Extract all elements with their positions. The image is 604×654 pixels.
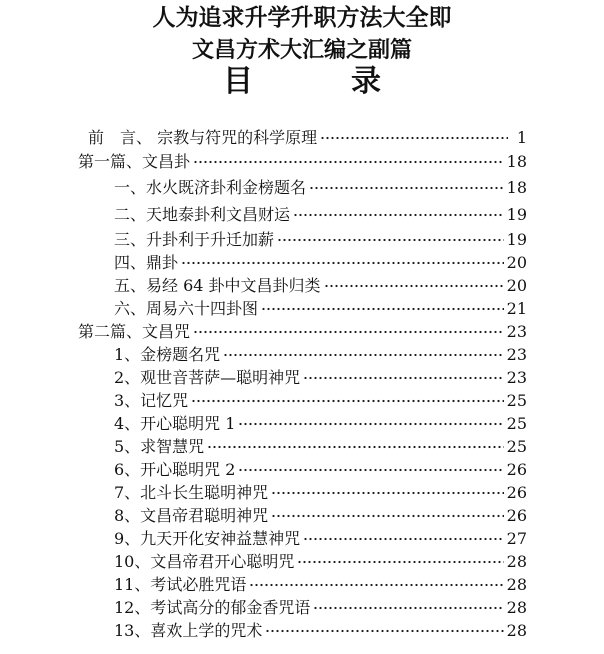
toc-heading-char: 录 bbox=[351, 64, 381, 99]
toc-entry bbox=[0, 550, 527, 573]
toc-entry-title: 12、考试高分的郁金香咒语 bbox=[114, 597, 311, 617]
toc-section bbox=[0, 320, 527, 343]
toc-entry-page: 19 bbox=[506, 204, 527, 224]
dot-leader bbox=[297, 557, 503, 567]
dot-leader bbox=[265, 626, 503, 636]
dot-leader bbox=[207, 442, 503, 452]
toc-entry bbox=[0, 435, 527, 458]
toc-entry-title: 五、易经 64 卦中文昌卦归类 bbox=[114, 275, 321, 295]
dot-leader bbox=[181, 258, 504, 268]
dot-leader bbox=[238, 419, 503, 429]
dot-leader bbox=[271, 488, 503, 498]
dot-leader bbox=[277, 235, 504, 245]
toc-entry-page: 18 bbox=[506, 152, 527, 171]
dot-leader bbox=[293, 210, 504, 220]
toc-entry bbox=[0, 458, 527, 481]
toc-entry-title: 11、考试必胜咒语 bbox=[114, 574, 247, 594]
toc-entry-title: 2、观世音菩萨—聪明神咒 bbox=[114, 367, 301, 387]
dot-leader bbox=[271, 511, 503, 521]
toc-entry-title: 六、周易六十四卦图 bbox=[114, 298, 259, 318]
toc-entry bbox=[0, 201, 527, 228]
document-title-line-1: 人为追求升学升职方法大全即 bbox=[152, 4, 452, 31]
toc-entry-page: 20 bbox=[506, 252, 527, 272]
toc-entry bbox=[0, 174, 527, 201]
toc-entry-title: 10、文昌帝君开心聪明咒 bbox=[114, 551, 295, 571]
toc-entry-page: 18 bbox=[506, 177, 527, 197]
toc-heading bbox=[0, 65, 604, 99]
dot-leader bbox=[223, 350, 503, 360]
toc-entry-title: 1、金榜题名咒 bbox=[114, 344, 221, 364]
dot-leader bbox=[191, 396, 503, 406]
dot-leader bbox=[313, 603, 503, 613]
toc-entry-page: 20 bbox=[506, 275, 527, 295]
toc-entry bbox=[0, 343, 527, 366]
toc-entry-page: 28 bbox=[506, 620, 527, 640]
toc-entry bbox=[0, 504, 527, 527]
dot-leader bbox=[320, 133, 508, 143]
toc-entry bbox=[0, 527, 527, 550]
toc-entry-page: 1 bbox=[516, 127, 527, 147]
toc-entry-page: 23 bbox=[506, 321, 527, 341]
toc-entry-page: 26 bbox=[506, 482, 527, 502]
toc-entry-title: 9、九天开化安神益慧神咒 bbox=[114, 528, 301, 548]
toc-entry bbox=[0, 573, 527, 596]
toc-entry bbox=[0, 297, 527, 320]
toc-entry-page: 26 bbox=[506, 505, 527, 525]
dot-leader bbox=[309, 183, 504, 193]
dot-leader bbox=[193, 157, 504, 167]
toc-entry-page: 28 bbox=[506, 574, 527, 594]
dot-leader bbox=[303, 534, 503, 544]
toc-entry-title: 二、天地泰卦利文昌财运 bbox=[114, 204, 291, 224]
dot-leader bbox=[193, 327, 504, 337]
toc-entry bbox=[0, 619, 527, 642]
toc-entry bbox=[0, 481, 527, 504]
toc-entry-page: 25 bbox=[506, 413, 527, 433]
toc-section-title: 第一篇、文昌卦 bbox=[78, 152, 191, 171]
toc-entry-page: 21 bbox=[506, 298, 527, 318]
toc-entry-page: 28 bbox=[506, 551, 527, 571]
dot-leader bbox=[238, 465, 503, 475]
toc-entry-preface bbox=[0, 125, 527, 150]
toc-entry bbox=[0, 228, 527, 251]
toc-entry-title: 四、鼎卦 bbox=[114, 252, 179, 272]
toc-entry-page: 25 bbox=[506, 390, 527, 410]
toc-entry-title: 13、喜欢上学的咒术 bbox=[114, 620, 263, 640]
dot-leader bbox=[303, 373, 503, 383]
toc-entry bbox=[0, 389, 527, 412]
toc-entry-page: 23 bbox=[506, 367, 527, 387]
dot-leader bbox=[261, 304, 504, 314]
toc-entry bbox=[0, 366, 527, 389]
toc-entry bbox=[0, 596, 527, 619]
toc-entry-page: 25 bbox=[506, 436, 527, 456]
dot-leader bbox=[249, 580, 503, 590]
toc-entry-page: 28 bbox=[506, 597, 527, 617]
document-title-line-2: 文昌方术大汇编之副篇 bbox=[191, 37, 412, 63]
toc-entry bbox=[0, 274, 527, 297]
toc-entry-title: 5、求智慧咒 bbox=[114, 436, 205, 456]
toc-entry-page: 23 bbox=[506, 344, 527, 364]
toc-section bbox=[0, 150, 527, 174]
toc-entry-title: 3、记忆咒 bbox=[114, 390, 189, 410]
toc-entry-page: 27 bbox=[506, 528, 527, 548]
toc-entry bbox=[0, 251, 527, 274]
toc-entry-title: 4、开心聪明咒 1 bbox=[114, 413, 236, 433]
table-of-contents bbox=[0, 125, 527, 642]
toc-entry-page: 19 bbox=[506, 229, 527, 249]
toc-entry-title: 7、北斗长生聪明神咒 bbox=[114, 482, 269, 502]
toc-entry-title: 三、升卦利于升迁加薪 bbox=[114, 229, 275, 249]
toc-section-title: 第二篇、文昌咒 bbox=[78, 321, 191, 341]
dot-leader bbox=[324, 281, 504, 291]
toc-entry-title: 8、文昌帝君聪明神咒 bbox=[114, 505, 269, 525]
toc-entry bbox=[0, 412, 527, 435]
toc-entry-title: 6、开心聪明咒 2 bbox=[114, 459, 236, 479]
toc-heading-char: 目 bbox=[223, 64, 253, 99]
toc-entry-title: 一、水火既济卦利金榜题名 bbox=[114, 177, 307, 197]
toc-entry-title: 前 言、 宗教与符咒的科学原理 bbox=[88, 127, 318, 147]
toc-entry-page: 26 bbox=[506, 459, 527, 479]
